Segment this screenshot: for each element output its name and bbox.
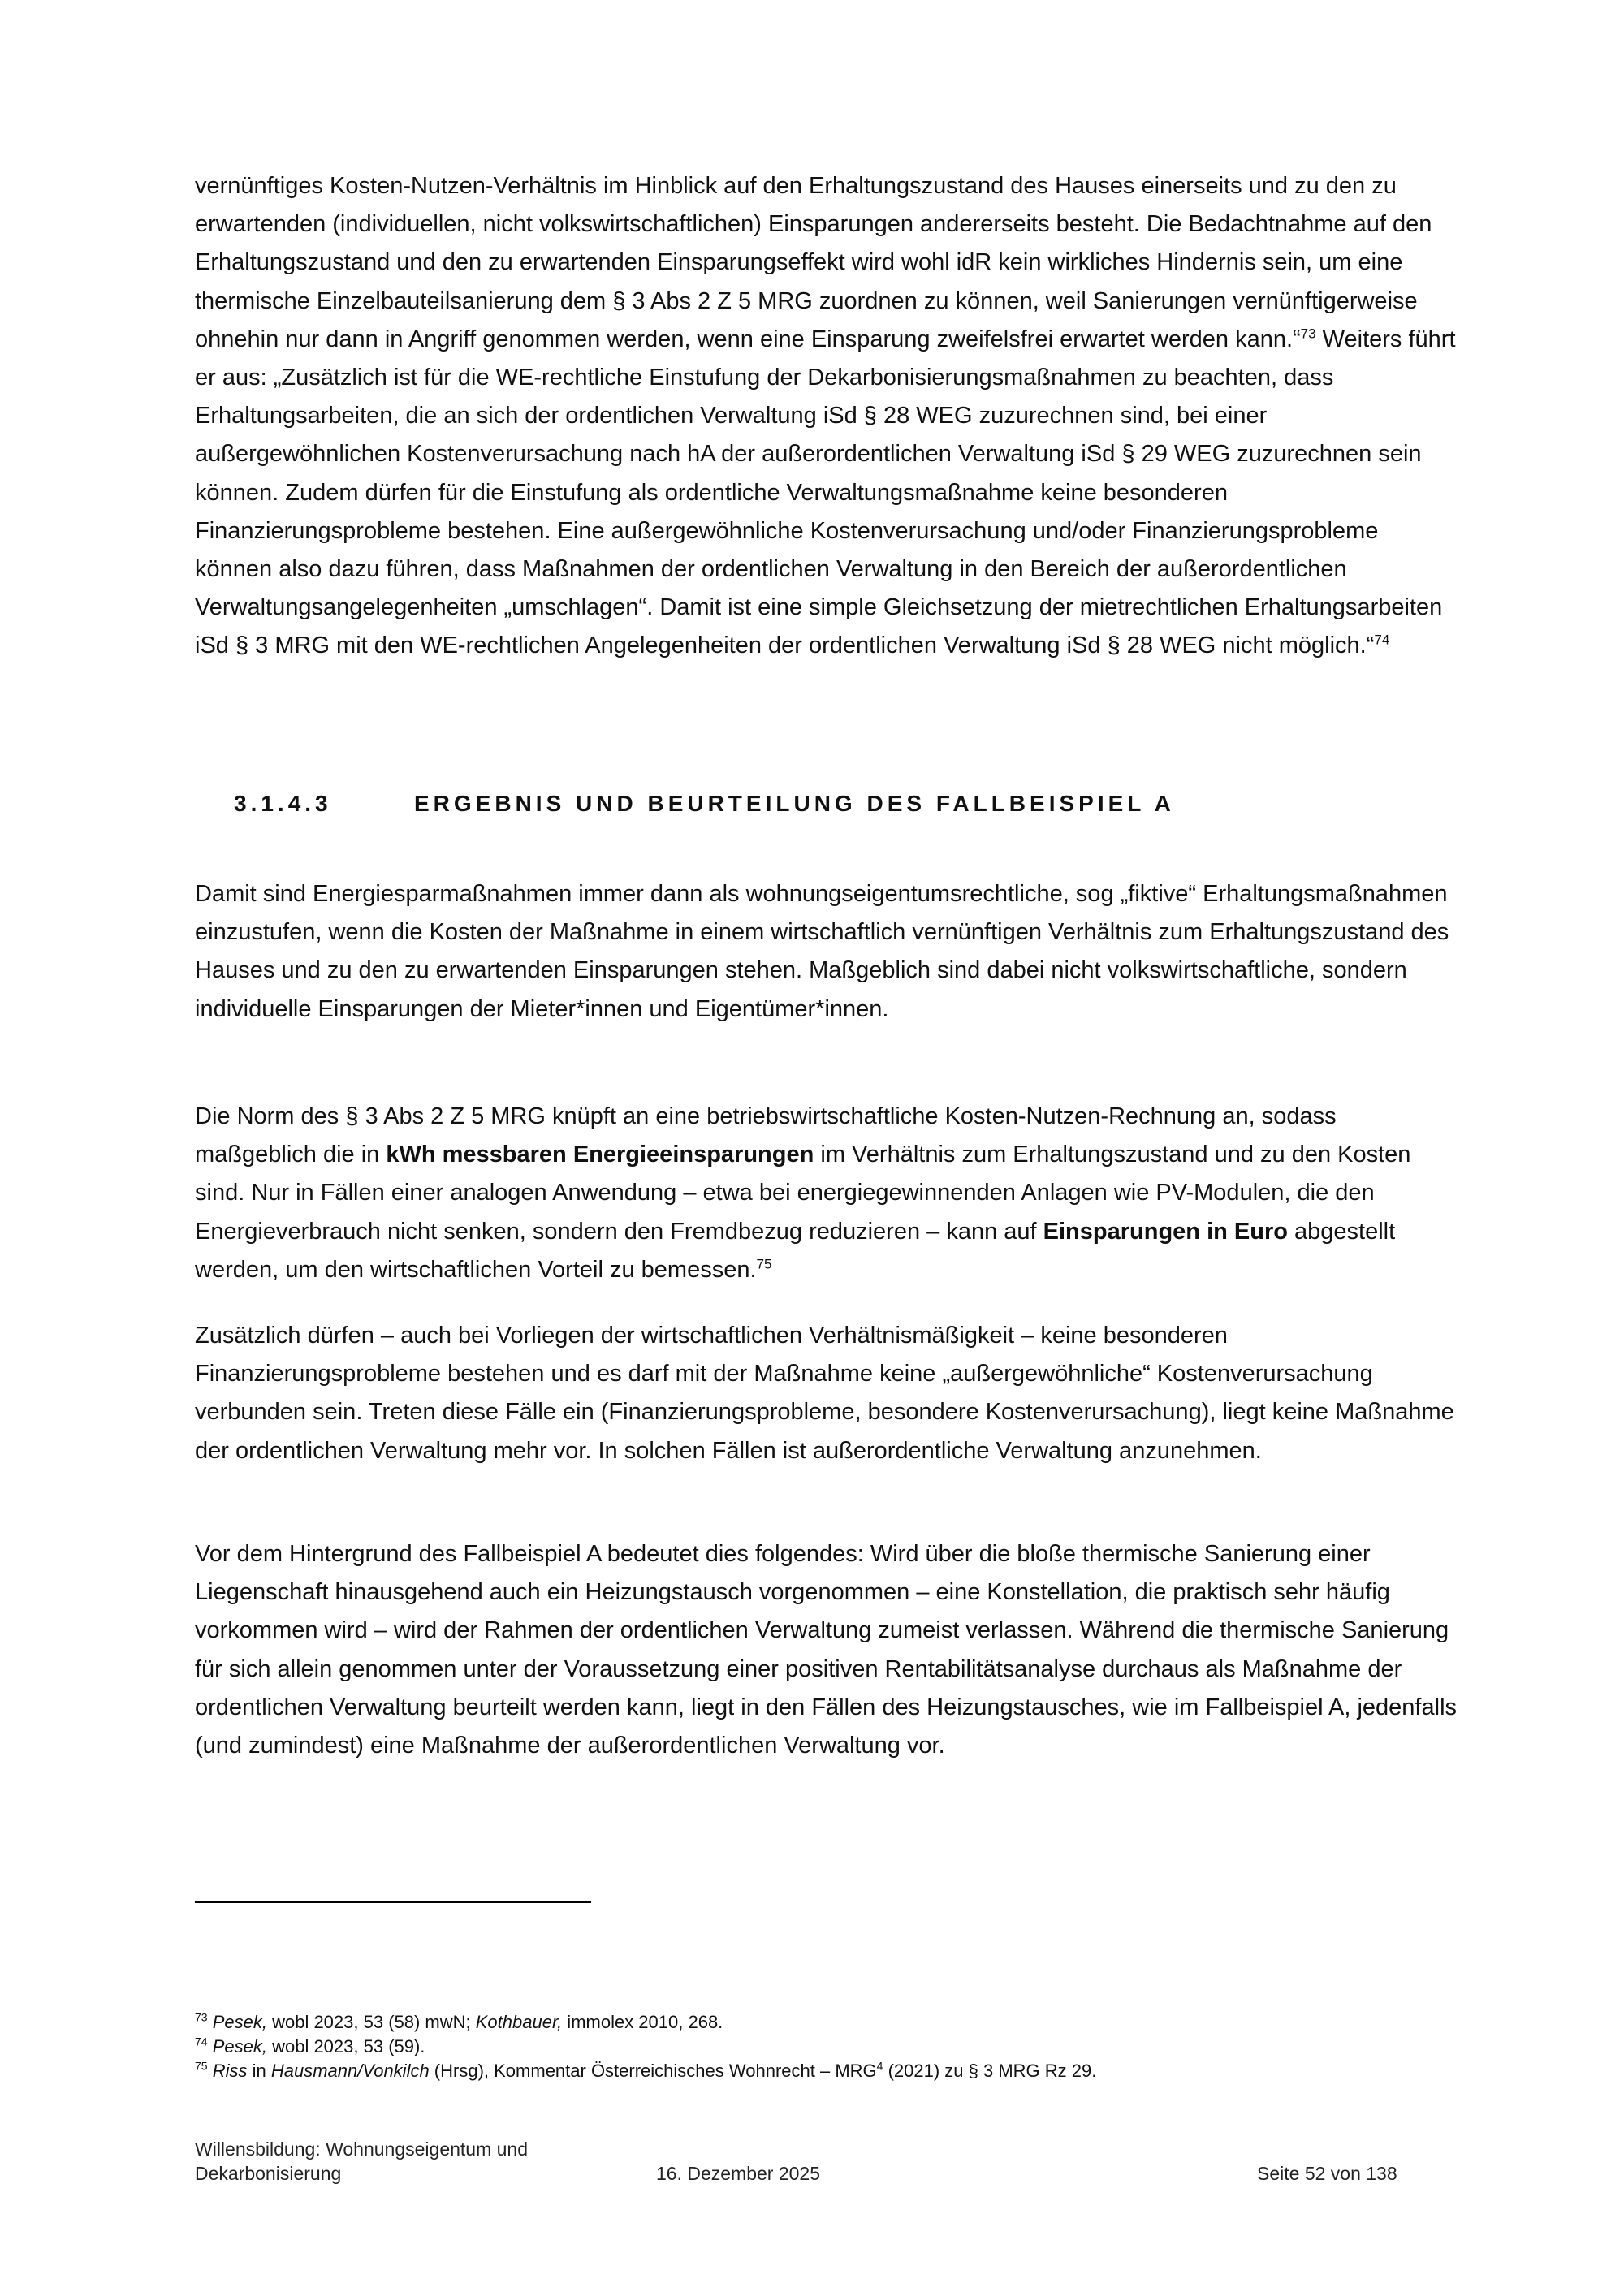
paragraph-text: Die Norm des § 3 Abs 2 Z 5 MRG knüpft an eine betriebswirtschaftliche Kosten-Nutzen-Rechnung an, sodass maßgeblich die in <box>195 1103 1337 1168</box>
footnote-text: (Hrsg), Kommentar Österreichisches Wohnrecht – MRG <box>429 2061 877 2081</box>
footnote-author: Riss <box>212 2061 248 2081</box>
footnote-separator <box>195 1901 591 1903</box>
footnote-number: 75 <box>195 2059 208 2073</box>
footnote-ref-75[interactable]: 75 <box>756 1256 772 1272</box>
paragraph-text: vernünftiges Kosten-Nutzen-Verhältnis im Hinblick auf den Erhaltungszustand des Hauses einerseits und zu den zu erwartenden (individuellen, nicht volkswirtschaftlichen) Einsparungen andererseits besteht. Die Bedachtnahme auf den Erhaltungszustand und den zu erwartenden Einsparungseffekt wird wohl idR kein wirkliches Hindernis sein, um eine thermische Einzelbauteilsanierung dem § 3 Abs 2 Z 5 MRG zuordnen zu können, weil Sanierungen vernünftigerweise ohnehin nur dann in Angriff genommen werden, wenn eine Einsparung zweifelsfrei erwartet werden kann.“ <box>195 173 1432 352</box>
footer-document-title <box>195 2137 528 2186</box>
footer-title-line: Willensbildung: Wohnungseigentum und <box>195 2138 529 2160</box>
paragraph-finanzierungsprobleme: Zusätzlich dürfen – auch bei Vorliegen der wirtschaftlichen Verhältnismäßigkeit – keine besonderen Finanzierungsprobleme bestehen und es darf mit der Maßnahme keine „außergewöhnliche“ Kostenverursachung verbunden sein. Treten diese Fälle ein (Finanzierungsprobleme, besondere Kostenverursachung), liegt keine Maßnahme der ordentlichen Verwaltung mehr vor. In solchen Fällen ist außerordentliche Verwaltung anzunehmen. <box>195 1323 1454 1464</box>
footnote-text: wobl 2023, 53 (58) mwN; <box>266 2012 476 2032</box>
footnote-number: 74 <box>195 2035 208 2048</box>
paragraph-energiesparmassnahmen: Damit sind Energiesparmaßnahmen immer dann als wohnungseigentumsrechtliche, sog „fiktive“ Erhaltungsmaßnahmen einzustufen, wenn die Kosten der Maßnahme in einem wirtschaftlich vernünftigen Verhältnis zum Erhaltungszustand des Hauses und zu den zu erwartenden Einsparungen stehen. Maßgeblich sind dabei nicht volkswirtschaftliche, sondern individuelle Einsparungen der Mieter*innen und Eigentümer*innen. <box>195 881 1449 1022</box>
paragraph-text: Weiters führt er aus: „Zusätzlich ist für die WE-rechtliche Einstufung der Dekarbonisierungsmaßnahmen zu beachten, dass Erhaltungsarbeiten, die an sich der ordentlichen Verwaltung iSd § 28 WEG zuzurechnen sind, bei einer außergewöhnlichen Kostenverursachung nach hA der außerordentlichen Verwaltung iSd § 29 WEG zuzurechnen sein können. Zudem dürfen für die Einstufung als ordentliche Verwaltungsmaßnahme keine besonderen Finanzierungsprobleme bestehen. Eine außergewöhnliche Kostenverursachung und/oder Finanzierungsprobleme können also dazu führen, dass Maßnahmen der ordentlichen Verwaltung in den Bereich der außerordentlichen Verwaltungsangelegenheiten „umschlagen“. Damit ist eine simple Gleichsetzung der mietrechtlichen Erhaltungsarbeiten iSd § 3 MRG mit den WE-rechtlichen Angelegenheiten der ordentlichen Verwaltung iSd § 28 WEG nicht möglich.“ <box>195 326 1456 659</box>
section-title: ERGEBNIS UND BEURTEILUNG DES FALLBEISPIEL A <box>414 791 1175 816</box>
section-heading <box>234 791 1452 817</box>
footnote-author: Pesek, <box>212 2036 267 2056</box>
footnote-author: Kothbauer, <box>475 2012 563 2032</box>
footnote-75 <box>195 2059 1462 2083</box>
footnote-text: wobl 2023, 53 (59). <box>266 2036 425 2056</box>
footnote-edition-sup: 4 <box>876 2059 883 2073</box>
footer-title-line: Dekarbonisierung <box>195 2163 342 2184</box>
paragraph-quote-continuation <box>195 167 1462 666</box>
footnote-ref-74[interactable]: 74 <box>1374 632 1390 648</box>
paragraph-text: abgestellt werden, um den wirtschaftlichen Vorteil zu bemessen. <box>195 1218 1396 1283</box>
footnote-text: in <box>247 2061 271 2081</box>
bold-text: kWh messbaren Energieeinsparungen <box>386 1142 814 1168</box>
footnote-number: 73 <box>195 2010 208 2024</box>
footnote-ref-73[interactable]: 73 <box>1300 326 1316 342</box>
footnote-text: immolex 2010, 268. <box>562 2012 723 2032</box>
bold-text: Einsparungen in Euro <box>1043 1218 1288 1245</box>
footnote-74 <box>195 2035 1462 2059</box>
footer-page-number: Seite 52 von 138 <box>1257 2163 1397 2184</box>
paragraph-fallbeispiel-a: Vor dem Hintergrund des Fallbeispiel A bedeutet dies folgendes: Wird über die bloße thermische Sanierung einer Liegenschaft hinausgehend auch ein Heizungstausch vorgenommen – eine Konstellation, die praktisch sehr häufig vorkommen wird – wird der Rahmen der ordentlichen Verwaltung zumeist verlassen. Während die thermische Sanierung für sich allein genommen unter der Voraussetzung einer positiven Rentabilitätsanalyse durchaus als Maßnahme der ordentlichen Verwaltung beurteilt werden kann, liegt in den Fällen des Heizungstausches, wie im Fallbeispiel A, jedenfalls (und zumindest) eine Maßnahme der außerordentlichen Verwaltung vor. <box>195 1541 1458 1759</box>
footnote-author: Pesek, <box>212 2012 267 2032</box>
footnote-73 <box>195 2010 1462 2035</box>
section-number: 3.1.4.3 <box>234 791 332 816</box>
footer-date: 16. Dezember 2025 <box>656 2163 821 2184</box>
paragraph-text: im Verhältnis zum Erhaltungszustand und zu den Kosten sind. Nur in Fällen einer analogen Anwendung – etwa bei energiegewinnenden Anlagen wie PV-Modulen, die den Energieverbrauch nicht senken, sondern den Fremdbezug reduzieren – kann auf <box>195 1142 1411 1245</box>
footnote-text: (2021) zu § 3 MRG Rz 29. <box>883 2061 1097 2081</box>
footnote-author: Hausmann/Vonkilch <box>270 2061 430 2081</box>
paragraph-norm-mrg <box>195 1098 1462 1289</box>
